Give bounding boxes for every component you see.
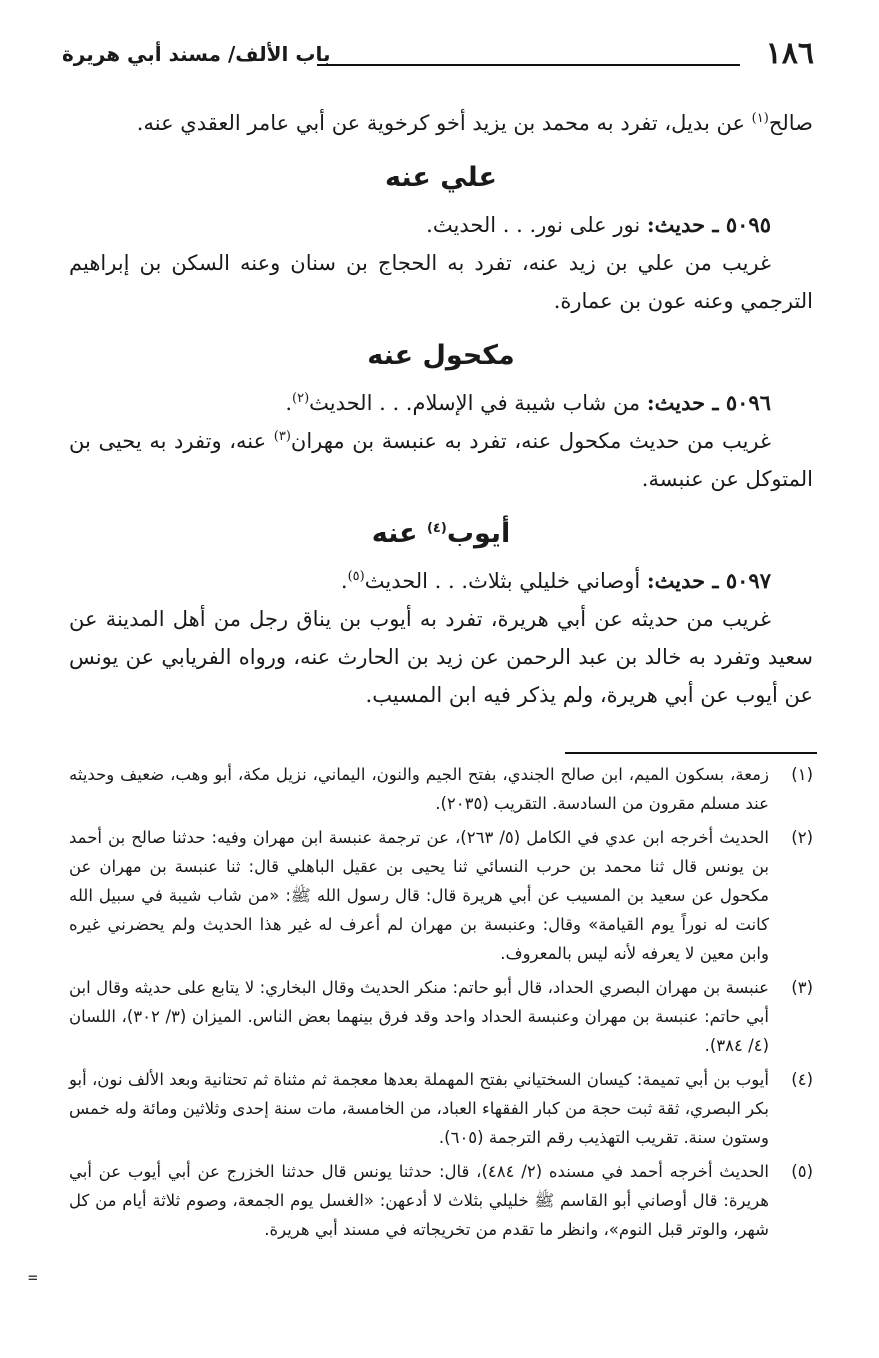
hadith-entry: ٥٠٩٧ ـ حديث: أوصاني خليلي بثلاث. . . الحديث$^{(٥)}$. [340, 568, 771, 593]
page-number: ١٨٦ [765, 36, 814, 71]
intro-paragraph [69, 104, 813, 142]
hadith-label: حديث: [646, 390, 706, 415]
hadith-number: ٥٠٩٧ [725, 568, 771, 593]
footnote-number: (٥) [791, 1162, 813, 1181]
footnote-number: (١) [791, 765, 813, 784]
footnote-text: الحديث أخرجه ابن عدي في الكامل (٥/ ٢٦٣)، عن ترجمة عنبسة ابن مهران وفيه: حدثنا صالح بن أحمد بن يونس قال ثنا محمد بن حرب النسائي ثنا يحيى بن عقيل الباهلي قال: ثنا عنبسة بن مهران عن مكحول عن سعيد بن المسيب عن أبي هريرة قال: قال رسول الله ﷺ: «من شاب شيبة في سبيل الله كانت له نوراً يوم القيامة» وقال: وعنبسة بن مهران لم أعرف له غير هذا الحديث ولم يحضرني غيره وابن معين لا يعرفه لأنه ليس بالمعروف. [69, 828, 769, 963]
footnote [69, 973, 813, 1060]
running-title: باب الألف/ مسند أبي هريرة [62, 42, 331, 66]
footnote-text: أيوب بن أبي تميمة: كيسان السختياني بفتح المهملة بعدها معجمة ثم مثناة ثم تحتانية وبعد الألف نون، أبو بكر البصري، ثقة ثبت حجة من كبار الفقهاء العباد، من الخامسة، مات سنة إحدى وثلاثين ومائة وله خمس وستون سنة. تقريب التهذيب رقم الترجمة (٦٠٥). [69, 1070, 769, 1147]
hadith-text: من شاب شيبة في الإسلام. . . الحديث [309, 391, 647, 415]
hadith-entry: ٥٠٩٦ ـ حديث: من شاب شيبة في الإسلام. . . الحديث$^{(٢)}$. [285, 390, 771, 415]
footnote [69, 1065, 813, 1152]
section-heading: أيوب$^{(٤)}$ عنه [371, 518, 511, 549]
footnote-ref: (٢) [292, 391, 310, 406]
hadith-entry: ٥٠٩٥ ـ حديث: نور على نور. . . الحديث. [426, 212, 771, 237]
header-rule [317, 64, 740, 66]
section-heading: مكحول عنه [367, 340, 515, 371]
section-heading: علي عنه [384, 162, 498, 193]
footnote-number: (٤) [791, 1070, 813, 1089]
margin-mark: = [28, 1268, 38, 1287]
footnote [69, 760, 813, 818]
footnote-number: (٣) [791, 978, 813, 997]
hadith-text: نور على نور. . . الحديث. [426, 213, 647, 237]
footnote-text: زمعة، بسكون الميم، ابن صالح الجندي، بفتح الجيم والنون، اليماني، نزيل مكة، أبو وهب، ضعيف وحديثه عند مسلم مقرون من السادسة. التقريب (٢٠٣٥). [69, 765, 769, 813]
intro-text: عن بديل، تفرد به محمد بن يزيد أخو كرخوية عن أبي عامر العقدي عنه. [136, 111, 752, 135]
hadith-number: ٥٠٩٦ [725, 390, 771, 415]
footnote-text: عنبسة بن مهران البصري الحداد، قال أبو حاتم: منكر الحديث وقال البخاري: لا يتابع على حديثه وقال ابن أبي حاتم: عنبسة بن مهران وعنبسة الحداد واحد وقد فرق بينهما بعض الناس. الميزان (٣/ ٣٠٢)، اللسان (٤/ ٣٨٤). [69, 978, 769, 1055]
hadith-number: ٥٠٩٥ [725, 212, 771, 237]
footnote-text: الحديث أخرجه أحمد في مسنده (٢/ ٤٨٤)، قال: حدثنا يونس قال حدثنا الخزرج عن أبي أيوب عن أبي هريرة: قال أوصاني أبو القاسم ﷺ خليلي بثلاث لا أدعهن: «الغسل يوم الجمعة، وصوم ثلاثة أيام من كل شهر، والوتر قبل النوم»، وانظر ما تقدم من تخريجاته في مسند أبي هريرة. [69, 1162, 770, 1239]
hadith-label: حديث: [646, 212, 706, 237]
footnote-ref: (٤) [426, 521, 447, 536]
footnote-separator [565, 752, 817, 754]
commentary-paragraph: غريب من حديث مكحول عنه، تفرد به عنبسة بن مهران$^{(٣)}$ عنه، وتفرد به يحيى بن المتوكل عن عنبسة. [69, 429, 813, 491]
footnote-ref: (٣) [273, 429, 291, 444]
footnote-number: (٢) [791, 828, 813, 847]
hadith-text: أوصاني خليلي بثلاث. . . الحديث [364, 569, 647, 593]
footnotes [69, 760, 813, 1249]
footnote [69, 823, 813, 968]
page-header [62, 34, 814, 74]
commentary-paragraph: غريب من علي بن زيد عنه، تفرد به الحجاج بن سنان وعنه السكن بن إبراهيم الترجمي وعنه عون بن عمارة. [69, 251, 813, 313]
footnote-ref: (١) [751, 111, 769, 126]
hadith-label: حديث: [646, 568, 706, 593]
commentary-paragraph: غريب من حديثه عن أبي هريرة، تفرد به أيوب بن يناق رجل من أهل المدينة عن سعيد وتفرد به خالد بن عبد الرحمن عن زيد بن الحارث عنه، ورواه الفريابي عن يونس عن أيوب عن أبي هريرة، ولم يذكر فيه ابن المسيب. [69, 607, 813, 707]
footnote-ref: (٥) [347, 569, 365, 584]
main-text [69, 104, 813, 714]
intro-text: صالح [768, 111, 813, 135]
footnote [69, 1157, 813, 1244]
